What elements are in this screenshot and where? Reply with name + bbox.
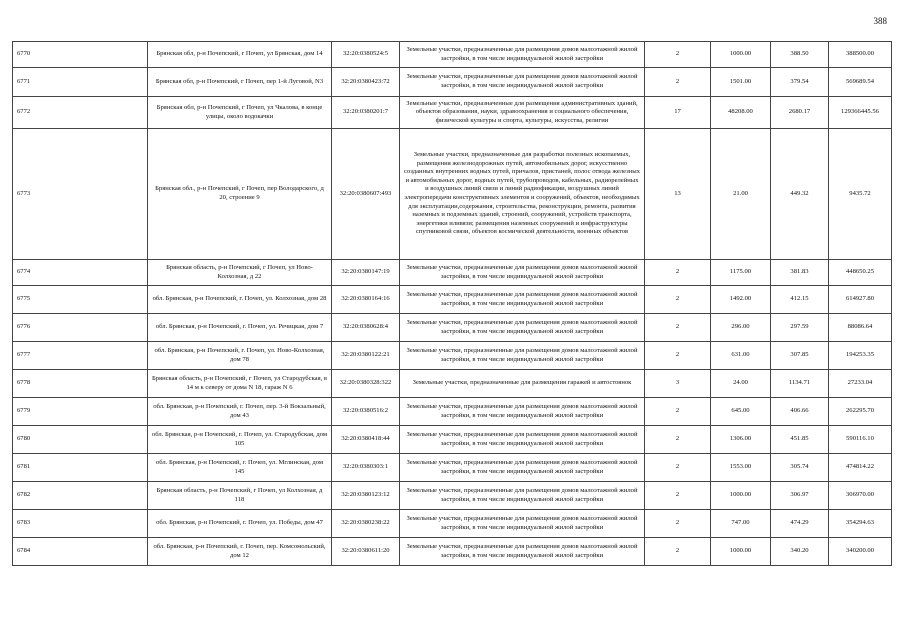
- land-use-cell: Земельные участки, предназначенные для размещения домов малоэтажной жилой застройки, в том числе индивидуальной жилой застройки: [400, 260, 645, 286]
- cadastral-value-table: [12, 41, 892, 566]
- land-use-cell: Земельные участки, предназначенные для размещения домов малоэтажной жилой застройки, в том числе индивидуальной жилой застройки: [400, 426, 645, 454]
- unit-value-cell: 388.50: [771, 42, 829, 68]
- land-use-cell: Земельные участки, предназначенные для размещения домов малоэтажной жилой застройки, в том числе индивидуальной жилой застройки: [400, 286, 645, 314]
- row-id: 6782: [13, 482, 148, 510]
- cadastral-number-cell: 32:20:0380201:7: [332, 97, 400, 129]
- area-cell: 645.00: [711, 398, 771, 426]
- area-cell: 747.00: [711, 510, 771, 538]
- area-cell: 1553.00: [711, 454, 771, 482]
- area-cell: 1306.00: [711, 426, 771, 454]
- table-row: [13, 510, 892, 538]
- group-cell: 2: [645, 482, 711, 510]
- address-cell: обл. Брянская, р-н Почепский, г. Почеп, ул. Ново-Колхозная, дом 78: [148, 342, 332, 370]
- group-cell: 2: [645, 538, 711, 566]
- land-use-cell: Земельные участки, предназначенные для размещения гаражей и автостоянок: [400, 370, 645, 398]
- row-id: 6770: [13, 42, 148, 68]
- table-row: [13, 97, 892, 129]
- area-cell: 1000.00: [711, 42, 771, 68]
- address-cell: Брянская обл, р-н Почепский, г Почеп, ул Чкалова, в конце улицы, около водокачки: [148, 97, 332, 129]
- cadastral-value-cell: 306970.00: [829, 482, 892, 510]
- group-cell: 2: [645, 314, 711, 342]
- cadastral-value-cell: 569689.54: [829, 68, 892, 97]
- group-cell: 2: [645, 510, 711, 538]
- row-id: 6780: [13, 426, 148, 454]
- table-row: [13, 426, 892, 454]
- row-id: 6771: [13, 68, 148, 97]
- cadastral-number-cell: 32:20:0380418:44: [332, 426, 400, 454]
- unit-value-cell: 379.54: [771, 68, 829, 97]
- row-id: 6774: [13, 260, 148, 286]
- table-row: [13, 454, 892, 482]
- area-cell: 1501.00: [711, 68, 771, 97]
- row-id: 6777: [13, 342, 148, 370]
- row-id: 6776: [13, 314, 148, 342]
- cadastral-value-cell: 354294.63: [829, 510, 892, 538]
- table-row: [13, 260, 892, 286]
- cadastral-value-cell: 340200.00: [829, 538, 892, 566]
- row-id: 6775: [13, 286, 148, 314]
- land-use-cell: Земельные участки, предназначенные для размещения домов малоэтажной жилой застройки, в том числе индивидуальной жилой застройки: [400, 342, 645, 370]
- group-cell: 2: [645, 42, 711, 68]
- unit-value-cell: 305.74: [771, 454, 829, 482]
- land-use-cell: Земельные участки, предназначенные для размещения домов малоэтажной жилой застройки, в том числе индивидуальной жилой застройки: [400, 314, 645, 342]
- area-cell: 21.00: [711, 129, 771, 260]
- unit-value-cell: 1134.71: [771, 370, 829, 398]
- area-cell: 24.00: [711, 370, 771, 398]
- address-cell: Брянская обл., р-н Почепский, г Почеп, пер Володарского, д 20, строение 9: [148, 129, 332, 260]
- table-row: [13, 398, 892, 426]
- table-row: [13, 342, 892, 370]
- page-number: 388: [873, 16, 887, 26]
- group-cell: 13: [645, 129, 711, 260]
- table-row: [13, 538, 892, 566]
- cadastral-value-cell: 448650.25: [829, 260, 892, 286]
- address-cell: Брянская область, р-н Почепский, г Почеп, ул Стародубская, в 14 м к северу от дома N 18, гараж N 6: [148, 370, 332, 398]
- area-cell: 1175.00: [711, 260, 771, 286]
- cadastral-value-cell: 262295.70: [829, 398, 892, 426]
- cadastral-number-cell: 32:20:0380611:20: [332, 538, 400, 566]
- cadastral-number-cell: 32:20:0380238:22: [332, 510, 400, 538]
- cadastral-value-cell: 129366445.56: [829, 97, 892, 129]
- row-id: 6784: [13, 538, 148, 566]
- cadastral-value-cell: 88086.64: [829, 314, 892, 342]
- cadastral-value-cell: 9435.72: [829, 129, 892, 260]
- address-cell: обл. Брянская, р-н Почепский, г. Почеп, ул. Мглинская, дом 145: [148, 454, 332, 482]
- cadastral-number-cell: 32:20:0380628:4: [332, 314, 400, 342]
- unit-value-cell: 474.29: [771, 510, 829, 538]
- group-cell: 2: [645, 342, 711, 370]
- area-cell: 1000.00: [711, 482, 771, 510]
- land-use-cell: Земельные участки, предназначенные для размещения домов малоэтажной жилой застройки, в том числе индивидуальной жилой застройки: [400, 538, 645, 566]
- cadastral-number-cell: 32:20:0380516:2: [332, 398, 400, 426]
- unit-value-cell: 307.85: [771, 342, 829, 370]
- address-cell: обл. Брянская, р-н Почепский, г. Почеп, ул. Победы, дом 47: [148, 510, 332, 538]
- land-use-cell: Земельные участки, предназначенные для размещения домов малоэтажной жилой застройки, в том числе индивидуальной жилой застройки: [400, 398, 645, 426]
- address-cell: обл. Брянская, р-н Почепский, г. Почеп, пер. Комсомольский, дом 12: [148, 538, 332, 566]
- cadastral-number-cell: 32:20:0380122:21: [332, 342, 400, 370]
- address-cell: обл. Брянская, р-н Почепский, г. Почеп, ул. Стародубская, дом 105: [148, 426, 332, 454]
- group-cell: 17: [645, 97, 711, 129]
- land-use-cell: Земельные участки, предназначенные для размещения домов малоэтажной жилой застройки, в том числе индивидуальной жилой застройки: [400, 454, 645, 482]
- table-row: [13, 482, 892, 510]
- row-id: 6772: [13, 97, 148, 129]
- cadastral-number-cell: 32:20:0380524:5: [332, 42, 400, 68]
- row-id: 6779: [13, 398, 148, 426]
- address-cell: Брянская обл, р-н Почепский, г Почеп, ул Брянская, дом 14: [148, 42, 332, 68]
- address-cell: Брянская область, р-н Почепский, г Почеп, ул Ново-Колхозная, д 22: [148, 260, 332, 286]
- table-row: [13, 314, 892, 342]
- unit-value-cell: 449.32: [771, 129, 829, 260]
- unit-value-cell: 451.85: [771, 426, 829, 454]
- group-cell: 2: [645, 454, 711, 482]
- cadastral-value-cell: 27233.04: [829, 370, 892, 398]
- cadastral-number-cell: 32:20:0380423:72: [332, 68, 400, 97]
- table-row: [13, 129, 892, 260]
- area-cell: 1000.00: [711, 538, 771, 566]
- unit-value-cell: 297.59: [771, 314, 829, 342]
- group-cell: 2: [645, 260, 711, 286]
- table-row: [13, 68, 892, 97]
- land-use-cell: Земельные участки, предназначенные для размещения домов малоэтажной жилой застройки, в том числе индивидуальной жилой застройки: [400, 42, 645, 68]
- unit-value-cell: 306.97: [771, 482, 829, 510]
- cadastral-value-cell: 474814.22: [829, 454, 892, 482]
- row-id: 6783: [13, 510, 148, 538]
- land-use-cell: Земельные участки, предназначенные для размещения административных зданий, объектов образования, науки, здравоохранения и социального обеспечения, физической культуры и спорта, культуры, искусства, религии: [400, 97, 645, 129]
- table-row: [13, 370, 892, 398]
- address-cell: обл. Брянская, р-н Почепский, г. Почеп, ул. Речицкая, дом 7: [148, 314, 332, 342]
- address-cell: Брянская обл, р-н Почепский, г Почеп, пер 1-й Луговой, N3: [148, 68, 332, 97]
- table-row: [13, 42, 892, 68]
- land-use-cell: Земельные участки, предназначенные для размещения домов малоэтажной жилой застройки, в том числе индивидуальной жилой застройки: [400, 68, 645, 97]
- land-use-cell: Земельные участки, предназначенные для разработки полезных ископаемых, размещения железнодорожных путей, автомобильных дорог, искусственно созданных внутренних водных путей, причалов, пристаней, полос отвода железных и автомобильных дорог, водных путей, трубопроводов, кабельных, радиорелейных и воздушных линий связи и линий радиофикации, воздушных линий электропередачи конструктивных элементов и сооружений, объектов, необходимых для эксплуатации,содержания, строительства, реконструкции, ремонта, развития наземных и подземных зданий, строений, сооружений, устройств транспорта, энергетики иливязи; размещения наземных сооружений и инфраструктуры спутниковой связи, объектов космической деятельности, военных объектов: [400, 129, 645, 260]
- cadastral-number-cell: 32:20:0380303:1: [332, 454, 400, 482]
- table-row: [13, 286, 892, 314]
- address-cell: обл. Брянская, р-н Почепский, г. Почеп, ул. Колхозная, дом 28: [148, 286, 332, 314]
- unit-value-cell: 340.20: [771, 538, 829, 566]
- cadastral-number-cell: 32:20:0380147:19: [332, 260, 400, 286]
- unit-value-cell: 381.83: [771, 260, 829, 286]
- area-cell: 296.00: [711, 314, 771, 342]
- cadastral-number-cell: 32:20:0380328:322: [332, 370, 400, 398]
- row-id: 6781: [13, 454, 148, 482]
- area-cell: 48208.00: [711, 97, 771, 129]
- cadastral-value-cell: 388500.00: [829, 42, 892, 68]
- cadastral-value-cell: 194253.35: [829, 342, 892, 370]
- land-use-cell: Земельные участки, предназначенные для размещения домов малоэтажной жилой застройки, в том числе индивидуальной жилой застройки: [400, 482, 645, 510]
- land-use-cell: Земельные участки, предназначенные для размещения домов малоэтажной жилой застройки, в том числе индивидуальной жилой застройки: [400, 510, 645, 538]
- cadastral-value-cell: 614927.80: [829, 286, 892, 314]
- row-id: 6778: [13, 370, 148, 398]
- cadastral-number-cell: 32:20:0380164:16: [332, 286, 400, 314]
- cadastral-number-cell: 32:20:0380123:12: [332, 482, 400, 510]
- table-body: [13, 42, 892, 566]
- cadastral-number-cell: 32:20:0380607:493: [332, 129, 400, 260]
- unit-value-cell: 406.66: [771, 398, 829, 426]
- area-cell: 1492.00: [711, 286, 771, 314]
- group-cell: 2: [645, 398, 711, 426]
- group-cell: 2: [645, 68, 711, 97]
- row-id: 6773: [13, 129, 148, 260]
- group-cell: 2: [645, 286, 711, 314]
- group-cell: 3: [645, 370, 711, 398]
- address-cell: Брянская область, р-н Почепский, г Почеп, ул Колхозная, д 118: [148, 482, 332, 510]
- unit-value-cell: 2680.17: [771, 97, 829, 129]
- cadastral-value-cell: 590116.10: [829, 426, 892, 454]
- group-cell: 2: [645, 426, 711, 454]
- unit-value-cell: 412.15: [771, 286, 829, 314]
- area-cell: 631.00: [711, 342, 771, 370]
- address-cell: обл. Брянская, р-н Почепский, г. Почеп, пер. 3-й Вокзальный, дом 43: [148, 398, 332, 426]
